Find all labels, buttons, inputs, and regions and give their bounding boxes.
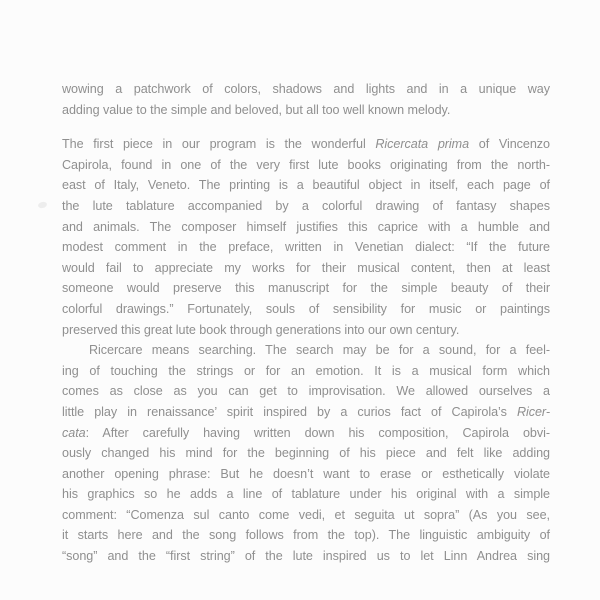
text-segment: Ricer- <box>516 404 550 419</box>
text-segment: of Vincenzo <box>469 137 551 152</box>
text-segment: preserved this great lute book through generations into our own century. <box>62 322 460 337</box>
text-line <box>62 320 550 341</box>
text-segment: wowing a patchwork of colors, shadows and lights and in a unique way <box>62 82 550 96</box>
paragraph <box>62 79 550 120</box>
text-segment: Ricercata prima <box>375 137 470 152</box>
text-line <box>62 217 550 238</box>
scan-smudge-artifact <box>37 201 47 209</box>
text-segment: would fail to appreciate my works for their musical content, then at least <box>62 260 550 275</box>
text-line <box>62 79 550 100</box>
text-line <box>62 381 550 402</box>
text-line <box>62 423 550 444</box>
text-segment: modest comment in the preface, written in Venetian dialect: “If the future <box>62 240 550 255</box>
text-segment: Capirola, found in one of the very first lute books originating from the north- <box>62 157 550 172</box>
text-segment: ously changed his mind for the beginning of his piece and felt like adding <box>62 446 550 461</box>
text-segment: another opening phrase: But he doesn’t want to erase or esthetically violate <box>62 466 550 481</box>
text-segment: The first piece in our program is the wonderful <box>62 137 376 152</box>
text-line <box>62 196 550 217</box>
text-line <box>62 402 550 423</box>
text-segment: someone would preserve this manuscript for the simple beauty of their <box>62 281 550 296</box>
text-line <box>62 546 550 567</box>
text-segment: little play in renaissance’ spirit inspired by a curios fact of Capirola’s <box>62 404 517 419</box>
paragraph <box>62 134 550 340</box>
text-line <box>62 484 550 505</box>
text-line <box>62 155 550 176</box>
text-line <box>62 340 550 361</box>
text-block <box>62 79 550 567</box>
text-segment: the lute tablature accompanied by a colorful drawing of fantasy shapes <box>62 198 550 213</box>
text-segment: “song” and the “first string” of the lute inspired us to let Linn Andrea sing <box>62 549 550 564</box>
text-segment: and animals. The composer himself justifies this caprice with a humble and <box>62 219 550 234</box>
text-line <box>62 464 550 485</box>
text-line <box>62 258 550 279</box>
text-line <box>62 100 550 121</box>
text-segment: east of Italy, Veneto. The printing is a beautiful object in itself, each page of <box>62 178 550 193</box>
text-segment: : After carefully having written down his composition, Capirola obvi- <box>85 425 550 440</box>
text-segment: adding value to the simple and beloved, but all too well known melody. <box>62 102 451 117</box>
text-line <box>62 278 550 299</box>
text-segment: comes as close as you can get to improvisation. We allowed ourselves a <box>62 384 550 399</box>
text-line <box>62 525 550 546</box>
text-segment: Ricercare means searching. The search may be for a sound, for a feel- <box>89 343 550 358</box>
text-segment: it starts here and the song follows from the top). The linguistic ambiguity of <box>62 528 550 543</box>
text-segment: colorful drawings.” Fortunately, souls of sensibility for music or paintings <box>62 301 550 316</box>
text-line <box>62 443 550 464</box>
text-segment: ing of touching the strings or for an emotion. It is a musical form which <box>62 363 550 378</box>
text-segment: his graphics so he adds a line of tablature under his original with a simple <box>62 487 550 502</box>
paragraph <box>62 340 550 567</box>
text-line <box>62 134 550 155</box>
text-line <box>62 361 550 382</box>
text-line <box>62 237 550 258</box>
text-segment: comment: “Comenza sul canto come vedi, et seguita ut sopra” (As you see, <box>62 507 550 522</box>
text-segment: cata <box>62 425 86 440</box>
text-line <box>62 299 550 320</box>
text-line <box>62 505 550 526</box>
text-line <box>62 175 550 196</box>
